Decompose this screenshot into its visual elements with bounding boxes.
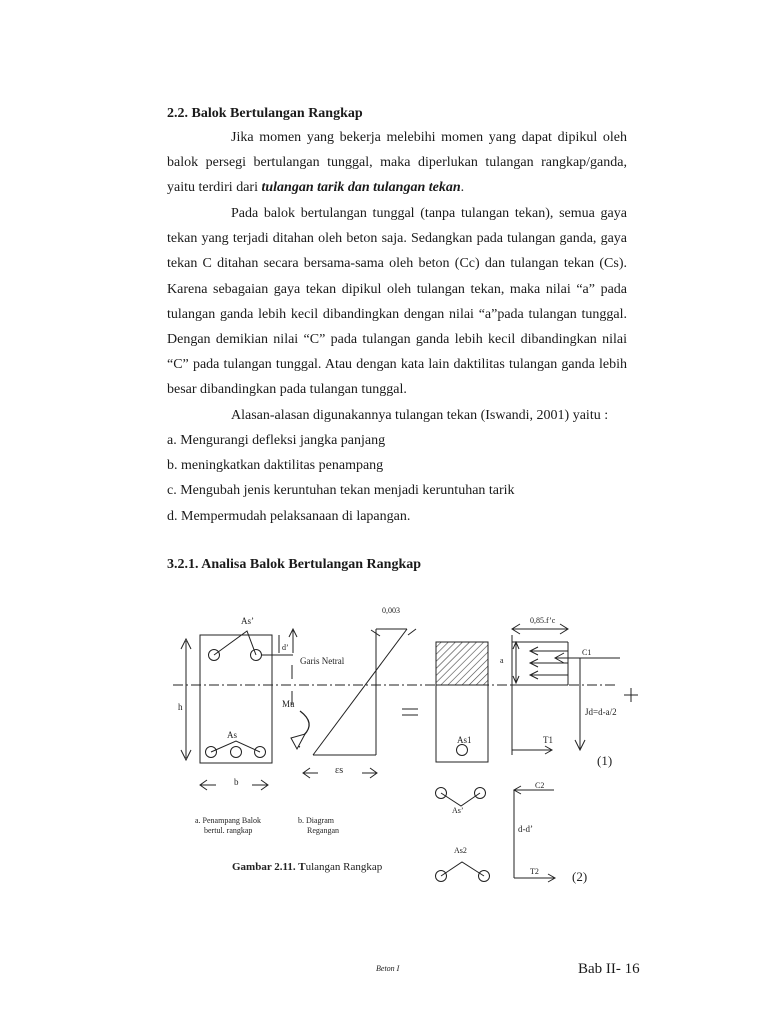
- label-as-prime: As’: [241, 616, 254, 626]
- caption-b-line2: Regangan: [307, 826, 339, 835]
- label-mu: Mu: [282, 699, 295, 709]
- subsection-heading: 3.2.1. Analisa Balok Bertulangan Rangkap: [167, 557, 422, 572]
- label-as1: As1: [457, 735, 472, 745]
- list-item: b. meningkatkan daktilitas penampang: [167, 458, 384, 474]
- label-garis-netral: Garis Netral: [300, 656, 345, 666]
- paragraph-1-emphasis: tulangan tarik dan tulangan tekan: [261, 180, 461, 196]
- label-c1: C1: [582, 648, 592, 657]
- label-strain-top: 0,003: [382, 606, 400, 615]
- paragraph-3: [167, 403, 627, 428]
- paragraph-1: [167, 125, 627, 201]
- caption-rest: ulangan Rangkap: [305, 861, 383, 873]
- list-item: c. Mengubah jenis keruntuhan tekan menjadi keruntuhan tarik: [167, 483, 515, 499]
- footer-course: Beton I: [376, 964, 400, 973]
- label-eq1: (1): [597, 753, 613, 768]
- paragraph-2: [167, 201, 627, 403]
- tension-bar: [231, 747, 242, 758]
- label-d-prime: d’: [282, 643, 289, 652]
- label-b: b: [234, 777, 239, 787]
- paragraph-2-text: Pada balok bertulangan tunggal (tanpa tulangan tekan), semua gaya tekan yang terjadi ditahan oleh beton saja. Sedangkan pada tulangan ganda, gaya tekan C ditahan secara bersama-sama oleh beton (Cc) dan tulangan tekan (Cs). Karena sebagaian gaya tekan dipikul oleh tulangan tekan, maka nilai “a” pada tulangan ganda lebih kecil dibandingkan dengan nilai “a”pada tulangan tunggal. Dengan demikian nilai “C” pada tulangan ganda lebih kecil dibandingkan nilai “C” pada tulangan tunggal. Atau dengan kata lain daktilitas tulangan ganda lebih besar dibandingkan pada tulangan tunggal.: [167, 206, 627, 398]
- list-item: a. Mengurangi defleksi jangka panjang: [167, 433, 386, 448]
- label-d-minus-dprime: d-d’: [518, 824, 533, 834]
- list-item: d. Mempermudah pelaksanaan di lapangan.: [167, 508, 411, 524]
- label-085fc: 0,85.f’c: [530, 616, 556, 625]
- caption-a-line1: a. Penampang Balok: [195, 816, 261, 825]
- paragraph-1-text: Jika momen yang bekerja melebihi momen yang dapat dipikul oleh balok persegi bertulangan tunggal, maka diperlukan tulangan rangkap/ganda, yaitu terdiri dari: [167, 130, 627, 196]
- label-eps-s: εs: [335, 765, 344, 776]
- label-as: As: [227, 730, 238, 740]
- label-t2: T2: [530, 867, 539, 876]
- caption-bold: Gambar 2.11. T: [232, 861, 306, 873]
- label-jd: Jd=d-a/2: [585, 707, 617, 717]
- label-a: a: [500, 656, 504, 665]
- paragraph-3-text: Alasan-alasan digunakannya tulangan tekan (Iswandi, 2001) yaitu :: [231, 408, 609, 423]
- label-h: h: [178, 702, 183, 712]
- section-heading: 2.2. Balok Bertulangan Rangkap: [167, 106, 363, 121]
- caption-b-line1: b. Diagram: [298, 816, 334, 825]
- caption-a-line2: bertul. rangkap: [204, 826, 253, 835]
- label-as2: As2: [454, 846, 467, 855]
- paragraph-1-end: .: [460, 180, 465, 196]
- reasons-list: [167, 428, 515, 529]
- figure-caption: [232, 861, 383, 873]
- label-c2: C2: [535, 781, 545, 790]
- label-t1: T1: [543, 735, 553, 745]
- figure-tulangan-rangkap: [0, 595, 768, 905]
- label-as-prime-2: As’: [452, 806, 464, 815]
- footer-page-number: Bab II- 16: [578, 961, 640, 977]
- label-eq2: (2): [572, 869, 588, 884]
